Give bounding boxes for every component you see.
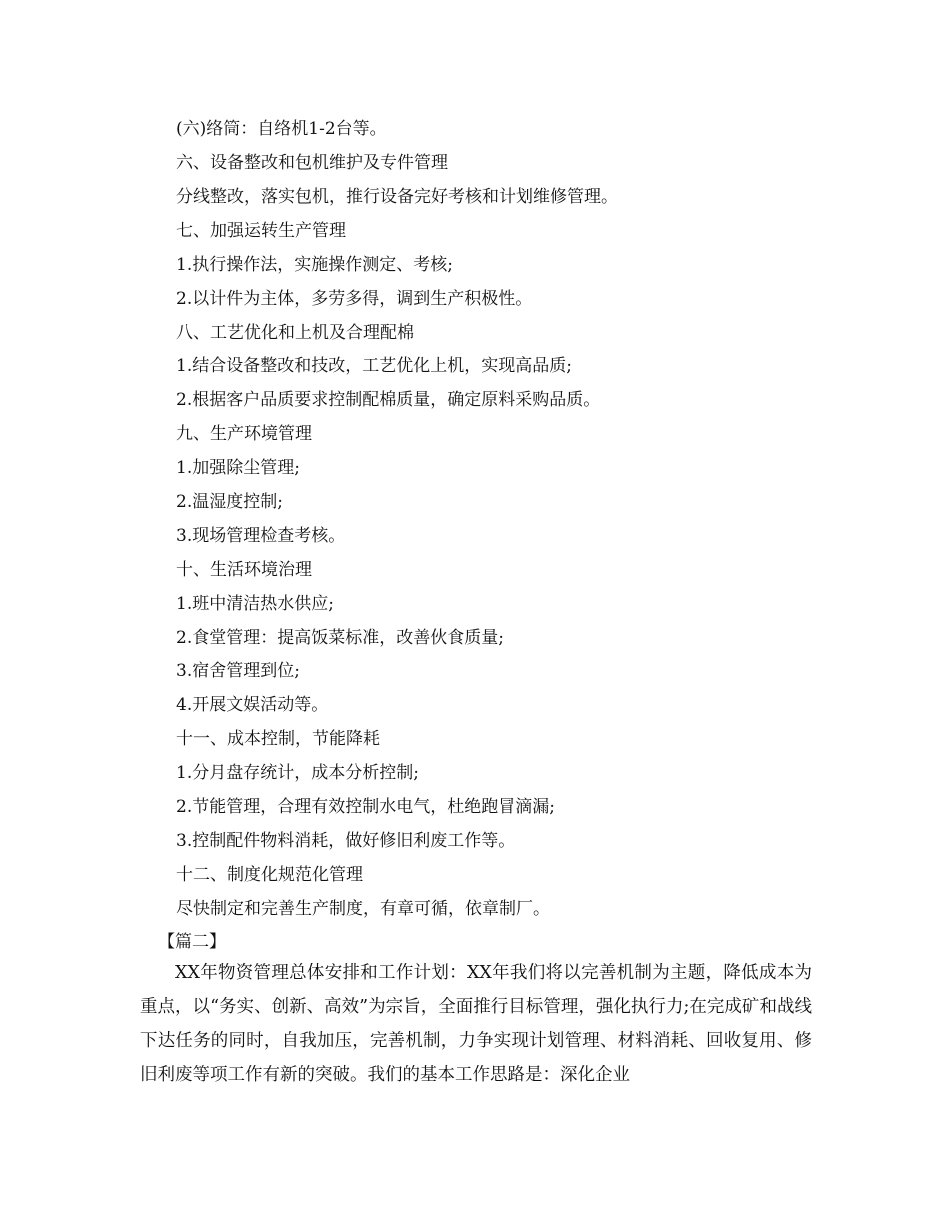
section-heading: 十二、制度化规范化管理 [176, 865, 363, 885]
section-heading: 七、加强运转生产管理 [176, 221, 346, 241]
text-line: 2.温湿度控制; [176, 492, 283, 512]
section-heading: 十、生活环境治理 [176, 560, 312, 580]
text-line: 尽快制定和完善生产制度，有章可循，依章制厂。 [176, 899, 550, 919]
text-line: 1.加强除尘管理; [176, 458, 300, 478]
part-title: 【篇二】 [158, 932, 226, 952]
section-heading: 六、设备整改和包机维护及专件管理 [176, 153, 448, 173]
body-paragraph: XX年物资管理总体安排和工作计划：XX年我们将以完善机制为主题，降低成本为重点，以“务实、创新、高效”为宗旨，全面推行目标管理，强化执行力;在完成矿和战线下达任务的同时，自我加压，完善机制，力争实现计划管理、材料消耗、回收复用、修旧利废等项工作有新的突破。我们的基本工作思路是：深化企业 [140, 963, 812, 1085]
text-line: 1.分月盘存统计，成本分析控制; [176, 763, 419, 783]
text-line: 3.宿舍管理到位; [176, 661, 300, 681]
text-line: (六)络筒：自络机1-2台等。 [176, 119, 387, 139]
text-line: 1.结合设备整改和技改，工艺优化上机，实现高品质; [176, 356, 572, 376]
text-line: 2.根据客户品质要求控制配棉质量，确定原料采购品质。 [176, 390, 601, 410]
text-line: 2.以计件为主体，多劳多得，调到生产积极性。 [176, 289, 533, 309]
text-line: 2.食堂管理：提高饭菜标准，改善伙食质量; [176, 628, 504, 648]
section-heading: 八、工艺优化和上机及合理配棉 [176, 323, 414, 343]
section-heading: 九、生产环境管理 [176, 424, 312, 444]
text-line: 3.现场管理检查考核。 [176, 526, 346, 546]
text-line: 分线整改，落实包机，推行设备完好考核和计划维修管理。 [176, 187, 618, 207]
text-line: 3.控制配件物料消耗，做好修旧利废工作等。 [176, 831, 516, 851]
text-line: 2.节能管理，合理有效控制水电气，杜绝跑冒滴漏; [176, 797, 555, 817]
text-line: 1.班中清洁热水供应; [176, 594, 334, 614]
text-line: 1.执行操作法，实施操作测定、考核; [176, 255, 453, 275]
text-line: 4.开展文娱活动等。 [176, 695, 329, 715]
section-heading: 十一、成本控制，节能降耗 [176, 729, 380, 749]
